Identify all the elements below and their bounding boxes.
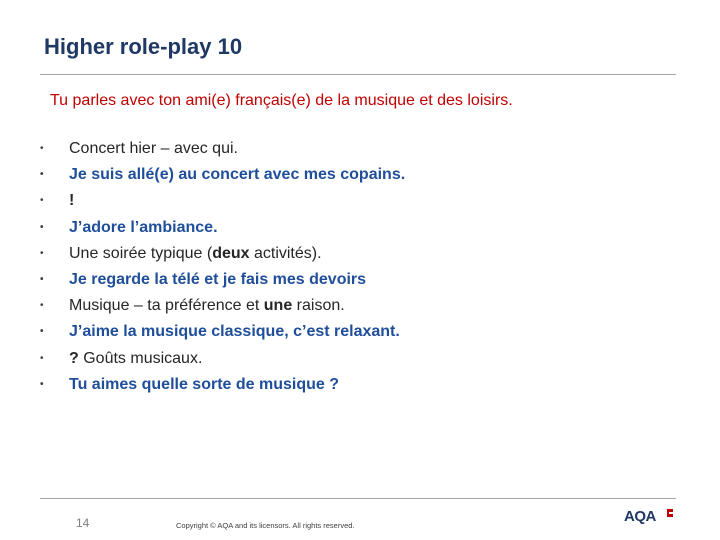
- prompt-text: Musique – ta préférence et: [69, 297, 264, 315]
- logo-text: AQA: [624, 508, 656, 525]
- bullet-icon: •: [40, 247, 44, 259]
- prompt-text: Concert hier – avec qui.: [69, 140, 238, 157]
- list-item: [40, 138, 405, 164]
- answer-text: Tu aimes quelle sorte de musique ?: [69, 375, 339, 393]
- list-item: [40, 243, 405, 269]
- list-item: [40, 321, 405, 347]
- title-divider: [40, 74, 676, 75]
- slide-title: Higher role-play 10: [44, 34, 243, 59]
- prompt-text: activités).: [249, 244, 322, 262]
- bullet-icon: •: [40, 352, 44, 364]
- footer-divider: [40, 498, 676, 499]
- answer-text: Je regarde la télé et je fais mes devoirs: [69, 270, 367, 288]
- page-number: 14: [76, 516, 90, 530]
- prompt-text: Une soirée typique (: [69, 244, 213, 262]
- prompt-text: !: [69, 192, 75, 210]
- answer-text: J’aime la musique classique, c’est relaxant.: [69, 323, 400, 341]
- bullet-icon: •: [40, 143, 44, 154]
- prompt-text: ?: [69, 349, 79, 367]
- prompt-text: raison.: [292, 297, 345, 315]
- list-item: [40, 348, 405, 374]
- list-item: [40, 269, 405, 295]
- aqa-logo: [624, 508, 674, 532]
- bullet-icon: •: [40, 378, 44, 390]
- bullet-list: [40, 138, 405, 400]
- copyright-notice: Copyright © AQA and its licensors. All rights reserved.: [176, 521, 355, 530]
- bullet-icon: •: [40, 300, 44, 312]
- list-item: [40, 374, 405, 400]
- bullet-icon: •: [40, 326, 44, 338]
- prompt-text: une: [263, 297, 293, 315]
- list-item: [40, 217, 405, 243]
- bullet-icon: •: [40, 273, 44, 285]
- aqa-swoosh-icon: [666, 508, 674, 518]
- answer-text: J’adore l’ambiance.: [69, 218, 218, 236]
- list-item: [40, 190, 405, 216]
- bullet-icon: •: [40, 195, 44, 207]
- bullet-icon: •: [40, 221, 44, 233]
- bullet-icon: •: [40, 169, 44, 181]
- list-item: [40, 295, 405, 321]
- prompt-text: Goûts musicaux.: [78, 349, 203, 367]
- list-item: [40, 164, 405, 190]
- answer-text: Je suis allé(e) au concert avec mes copains.: [69, 166, 406, 184]
- prompt-text: deux: [212, 244, 250, 262]
- task-intro: Tu parles avec ton ami(e) français(e) de la musique et des loisirs.: [50, 92, 513, 109]
